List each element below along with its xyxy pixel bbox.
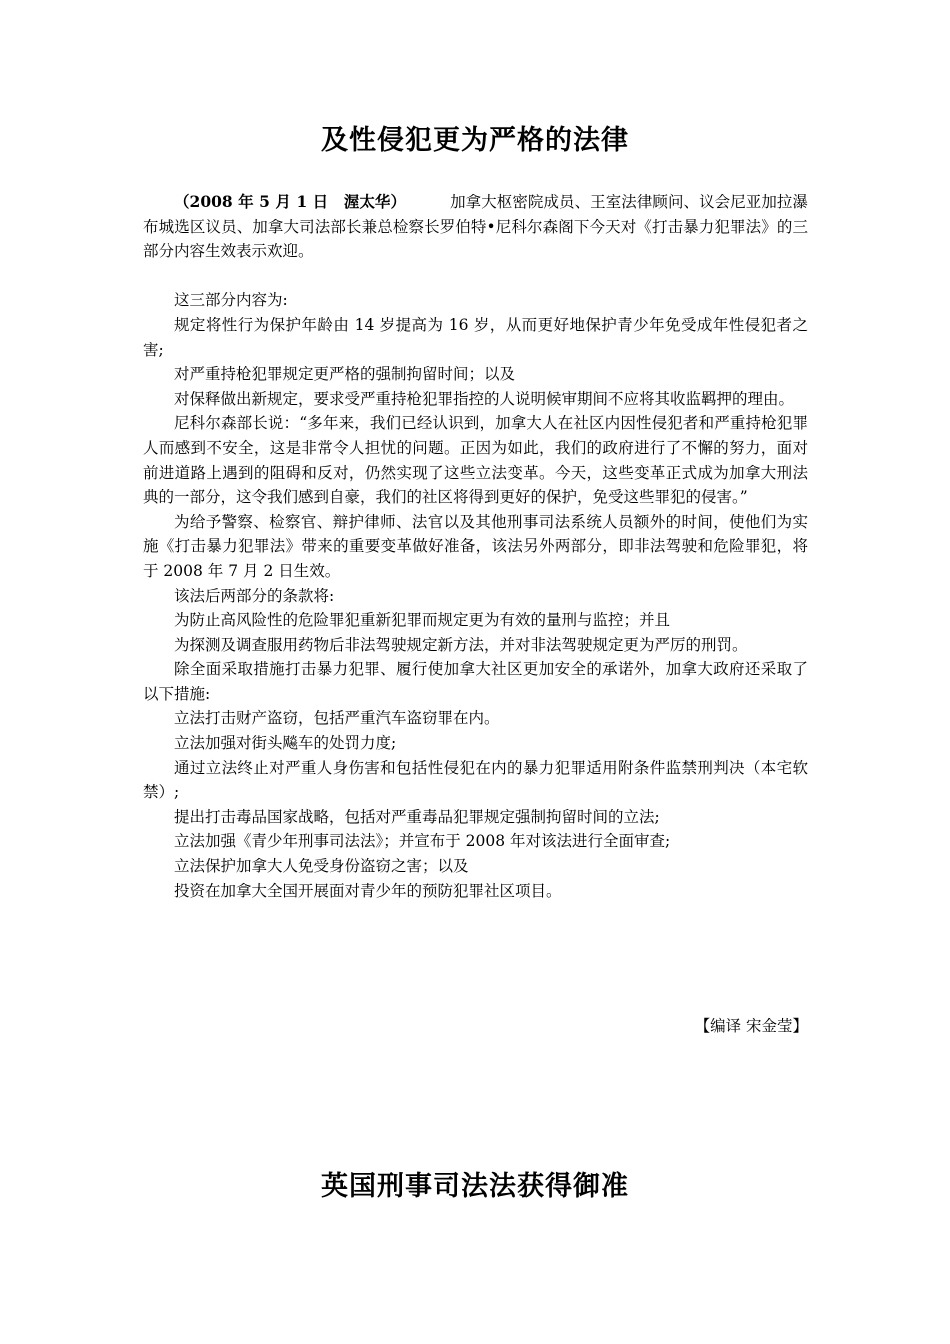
paragraph: 对严重持枪犯罪规定更严格的强制拘留时间；以及 xyxy=(174,365,516,384)
paragraph: 为探测及调查服用药物后非法驾驶规定新方法，并对非法驾驶规定更为严厉的刑罚。 xyxy=(174,635,748,654)
article-title: 及性侵犯更为严格的法律 xyxy=(321,125,629,156)
dateline: （2008 年 5 月 1 日 渥太华） xyxy=(174,192,407,211)
article-body xyxy=(143,190,808,903)
next-article-title: 英国刑事司法法获得御准 xyxy=(321,1171,629,1202)
paragraph: 为给予警察、检察官、辩护律师、法官以及其他刑事司法系统人员额外的时间，使他们为实施《打击暴力犯罪法》带来的重要变革做好准备，该法另外两部分，即非法驾驶和危险罪犯，将于 2008 年 7 月 2 日生效。 xyxy=(143,512,808,580)
paragraph: 为防止高风险性的危险罪犯重新犯罪而规定更为有效的量刑与监控；并且 xyxy=(174,611,671,630)
paragraph: 提出打击毒品国家战略，包括对严重毒品犯罪规定强制拘留时间的立法; xyxy=(174,807,660,826)
paragraph: 对保释做出新规定，要求受严重持枪犯罪指控的人说明候审期间不应将其收监羁押的理由。 xyxy=(174,389,795,408)
paragraph: 通过立法终止对严重人身伤害和包括性侵犯在内的暴力犯罪适用附条件监禁刑判决（本宅软禁）; xyxy=(143,758,808,802)
lead-paragraph xyxy=(143,190,808,264)
translator-credit: 【编译 宋金莹】 xyxy=(694,1017,808,1035)
paragraph: 投资在加拿大全国开展面对青少年的预防犯罪社区项目。 xyxy=(174,881,562,900)
paragraph: 立法加强《青少年刑事司法法》；并宣布于 2008 年对该法进行全面审查; xyxy=(174,832,671,851)
paragraph: 尼科尔森部长说：“多年来，我们已经认识到，加拿大人在社区内因性侵犯者和严重持枪犯罪人而感到不安全，这是非常令人担忧的问题。正因为如此，我们的政府进行了不懈的努力，面对前进道路上遇到的阻碍和反对，仍然实现了这些立法变革。今天，这些变革正式成为加拿大刑法典的一部分，这令我们感到自豪，我们的社区将得到更好的保护，免受这些罪犯的侵害。” xyxy=(143,414,808,507)
paragraph: 立法打击财产盗窃，包括严重汽车盗窃罪在内。 xyxy=(174,709,500,728)
lead-text: 加拿大枢密院成员、王室法律顾问、议会尼亚加拉瀑布城选区议员、加拿大司法部长兼总检察长罗伯特•尼科尔森阁下今天对《打击暴力犯罪法》的三部分内容生效表示欢迎。 xyxy=(143,193,808,261)
paragraph: 规定将性行为保护年龄由 14 岁提高为 16 岁，从而更好地保护青少年免受成年性侵犯者之害; xyxy=(143,315,808,359)
paragraph: 立法加强对街头飚车的处罚力度; xyxy=(174,734,397,753)
paragraph: 该法后两部分的条款将: xyxy=(174,586,335,605)
paragraph: 除全面采取措施打击暴力犯罪、履行使加拿大社区更加安全的承诺外，加拿大政府还采取了以下措施: xyxy=(143,660,808,703)
paragraph: 立法保护加拿大人免受身份盗窃之害；以及 xyxy=(174,857,469,876)
paragraph: 这三部分内容为: xyxy=(174,291,288,310)
